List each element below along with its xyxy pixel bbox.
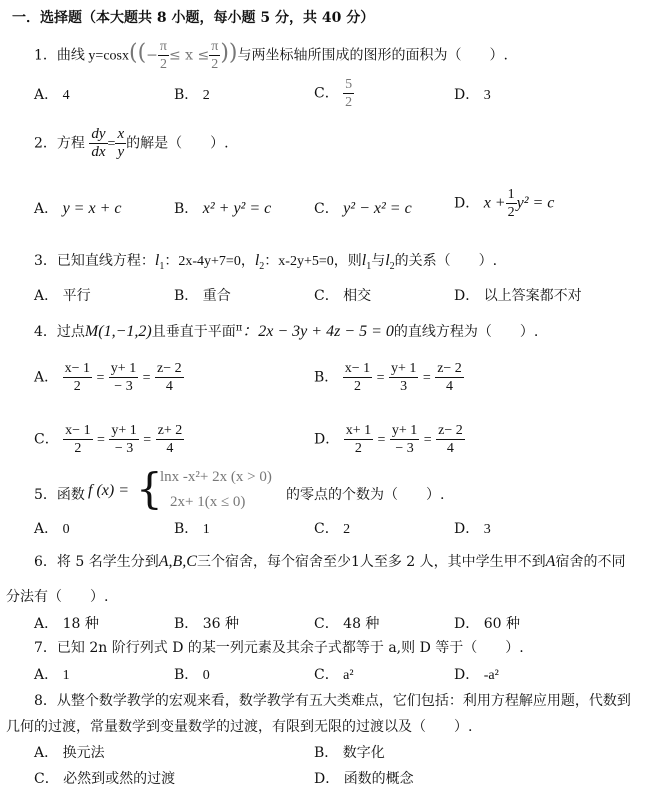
question-8-line-1: 8．从整个数学教学的宏观来看，数学教学有五大类难点，它们包括：利用方程解应用题，代数到 xyxy=(34,693,631,709)
q5-option-a[interactable]: A． 0 xyxy=(34,521,70,537)
q4-option-c[interactable]: C． $\frac{x- 1}{2}$ = $\frac{y+ 1}{- 3}$ = $\frac{z+ 2}{4}$ xyxy=(34,423,183,456)
q2-option-b[interactable]: B． x² + y² = c xyxy=(174,200,272,217)
question-2: 2．方程 $\frac{dy}{dx}$ = $\frac{x}{y}$ 的解是（ ）. xyxy=(34,126,229,160)
q6-option-c[interactable]: C． 48 种 xyxy=(314,616,380,632)
q3-option-b[interactable]: B． 重合 xyxy=(174,288,231,304)
q1-stem-pre: 曲线 y=cosx xyxy=(56,48,129,64)
question-5-number: 5．函数 xyxy=(34,487,85,503)
q5-option-c[interactable]: C． 2 xyxy=(314,521,351,537)
q2-option-a[interactable]: A． y = x + c xyxy=(34,200,122,217)
q8-option-b[interactable]: B． 数字化 xyxy=(314,745,385,761)
q1-number: 1． xyxy=(34,47,57,64)
question-7: 7．已知 2n 阶行列式 D 的某一列元素及其余子式都等于 a,则 D 等于（ ）. xyxy=(34,640,524,656)
q7-option-a[interactable]: A． 1 xyxy=(34,667,70,683)
q1-option-c[interactable]: C． $\frac{5}{2}$ xyxy=(314,77,353,110)
q7-option-b[interactable]: B． 0 xyxy=(174,667,210,683)
q1-option-a[interactable]: A． 4 xyxy=(34,87,70,103)
q6-option-d[interactable]: D． 60 种 xyxy=(454,616,520,632)
q1-option-b[interactable]: B． 2 xyxy=(174,87,210,103)
question-6-line-2: 分法有（ ）. xyxy=(6,589,109,605)
q8-option-a[interactable]: A． 换元法 xyxy=(34,745,105,761)
q6-option-b[interactable]: B． 36 种 xyxy=(174,616,240,632)
q2-option-c[interactable]: C． y² − x² = c xyxy=(314,200,412,217)
q6-option-a[interactable]: A． 18 种 xyxy=(34,616,99,632)
q2-option-d[interactable]: D． x + $\frac{1}{2}$ y² = c xyxy=(454,187,555,220)
question-4: 4．过点M(1,−1,2)且垂直于平面$^\pi$：2x − 3y + 4z − 5 = 0的直线方程为（ ）. xyxy=(34,322,539,340)
q8-option-d[interactable]: D． 函数的概念 xyxy=(314,771,414,787)
q4-option-a[interactable]: A． $\frac{x- 1}{2}$ = $\frac{y+ 1}{- 3}$ = $\frac{z- 2}{4}$ xyxy=(34,361,182,394)
q8-option-c[interactable]: C． 必然到或然的过渡 xyxy=(34,771,176,787)
section-title: 一．选择题（本大题共 8 小题，每小题 5 分，共 40 分） xyxy=(12,10,375,26)
q7-option-c[interactable]: C． a² xyxy=(314,667,354,683)
q5-option-d[interactable]: D． 3 xyxy=(454,521,491,537)
q5-brace: { xyxy=(136,464,163,513)
q1-stem-post: 与两坐标轴所围成的图形的面积为（ ）. xyxy=(237,47,508,64)
question-8-line-2: 几何的过渡，常量数学到变量数学的过渡，有限到无限的过渡以及（ ）. xyxy=(6,719,473,735)
q3-option-c[interactable]: C． 相交 xyxy=(314,288,372,304)
q4-option-d[interactable]: D． $\frac{x+ 1}{2}$ = $\frac{y+ 1}{- 3}$ = $\frac{z- 2}{4}$ xyxy=(314,423,463,456)
q5-function-name: f (x) = xyxy=(88,482,129,499)
question-1: 1．曲线 y=cosx((− $\frac{\pi}{2}$ ≤ x ≤ $\frac{\pi}{2}$ ))与两坐标轴所围成的图形的面积为（ ）. xyxy=(34,39,508,72)
q1-option-d[interactable]: D． 3 xyxy=(454,87,491,103)
q5-option-b[interactable]: B． 1 xyxy=(174,521,210,537)
q3-option-d[interactable]: D． 以上答案都不对 xyxy=(454,288,582,304)
q5-case-1: lnx -x²+ 2x (x > 0) xyxy=(160,469,272,485)
q7-option-d[interactable]: D． -a² xyxy=(454,667,499,683)
q5-stem-post: 的零点的个数为（ ）. xyxy=(286,487,445,503)
q5-case-2: 2x+ 1(x ≤ 0) xyxy=(170,494,246,510)
question-3: 3．已知直线方程：$l_1$：2x-4y+7=0，$l_2$：x-2y+5=0，则$l_1$与$l_2$的关系（ ）. xyxy=(34,252,498,272)
question-6-line-1: 6．将 5 名学生分到A,B,C三个宿舍，每个宿舍至少1人至多 2 人，其中学生甲不到A宿舍的不同 xyxy=(34,553,626,570)
q3-option-a[interactable]: A． 平行 xyxy=(34,288,91,304)
q4-option-b[interactable]: B． $\frac{x- 1}{2}$ = $\frac{y+ 1}{3}$ = $\frac{z- 2}{4}$ xyxy=(314,361,462,394)
